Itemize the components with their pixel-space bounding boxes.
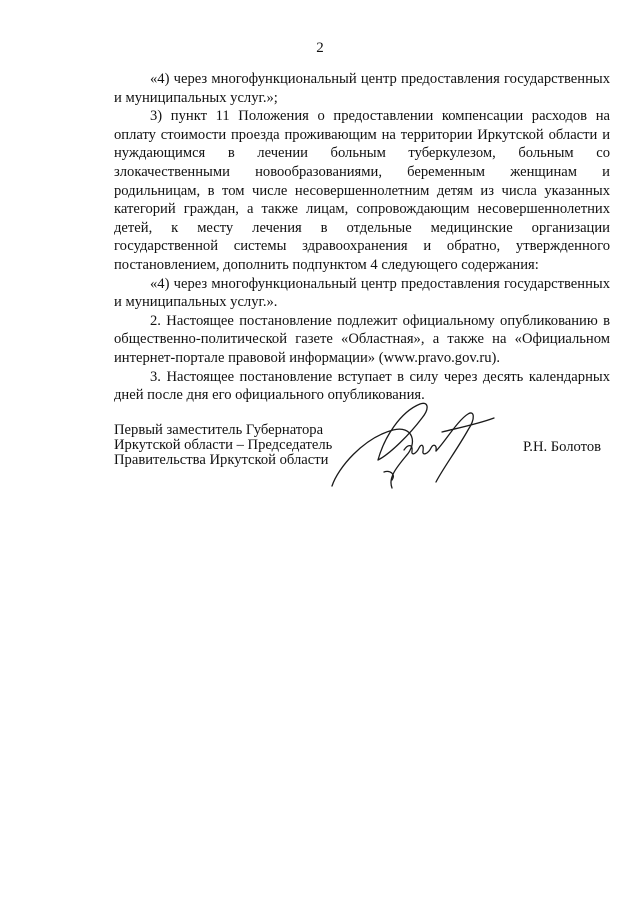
handwritten-signature <box>318 398 498 498</box>
signatory-position <box>114 423 332 469</box>
signatory-name: Р.Н. Болотов <box>523 439 602 455</box>
signature-strokes <box>332 403 494 488</box>
paragraph-publication: 2. Настоящее постановление подлежит официальному опубликованию в общественно-политической газете «Областная», а также на «Официальном интернет-портале правовой информации» (www.pravo.gov.ru). <box>114 312 610 366</box>
signatory-position-line: Иркутской области – Председатель <box>114 437 333 454</box>
signatory-position-line: Первый заместитель Губернатора <box>114 422 324 438</box>
page-number: 2 <box>316 40 324 56</box>
paragraph-subitem-4-second: «4) через многофункциональный центр предоставления государственных и муниципальных услуг.». <box>114 275 610 311</box>
paragraph-entry-into-force: 3. Настоящее постановление вступает в силу через десять календарных дней после дня его официального опубликования. <box>114 368 610 404</box>
signatory-position-line: Правительства Иркутской области <box>114 452 329 469</box>
paragraph-item-3: 3) пункт 11 Положения о предоставлении компенсации расходов на оплату стоимости проезда проживающим на территории Иркутской области и нуждающимся в лечении больным туберкулезом, больным со злокачественными новообразованиями, беременным женщинам и родильницам, в том числе несовершеннолетним детям из числа указанных категорий граждан, а также лицам, сопровождающим несовершеннолетних детей, к месту лечения в отдельные медицинские организации государственной системы здравоохранения и обратно, утвержденного постановлением, дополнить подпунктом 4 следующего содержания: <box>114 108 610 273</box>
paragraph-subitem-4-first: «4) через многофункциональный центр предоставления государственных и муниципальных услуг.»; <box>114 71 610 106</box>
document-body <box>114 70 610 405</box>
